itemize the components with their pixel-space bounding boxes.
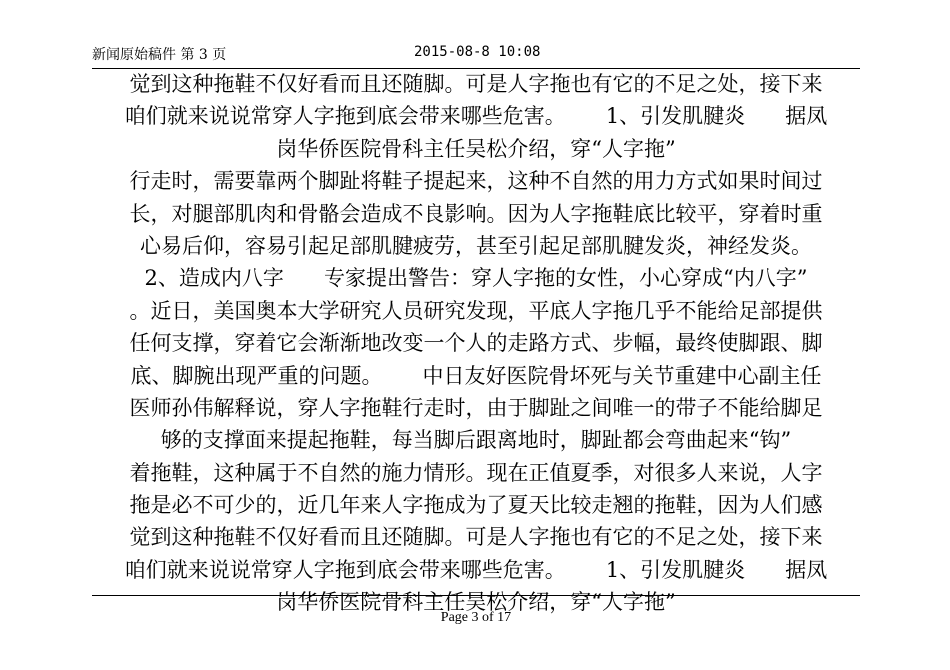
- document-body: [92, 68, 860, 619]
- text-line: 咱们就来说说常穿人字拖到底会带来哪些危害。 1、引发肌腱炎 据凤: [124, 557, 828, 582]
- text-line: 。近日，美国奥本大学研究人员研究发现，平底人字拖几乎不能给足部提供: [129, 298, 823, 323]
- page-number: Page 3 of 17: [440, 610, 512, 625]
- text-line: 行走时，需要靠两个脚趾将鞋子提起来，这种不自然的用力方式如果时间过: [129, 169, 823, 194]
- text-line: 觉到这种拖鞋不仅好看而且还随脚。可是人字拖也有它的不足之处，接下来: [129, 525, 823, 550]
- page-header: [92, 38, 860, 69]
- text-line: 拖是必不可少的，近几年来人字拖成为了夏天比较走翘的拖鞋，因为人们感: [129, 493, 823, 518]
- text-line: 觉到这种拖鞋不仅好看而且还随脚。可是人字拖也有它的不足之处，接下来: [129, 72, 823, 96]
- text-line: 2、造成内八字 专家提出警告：穿人字拖的女性，小心穿成“内八字”: [144, 266, 808, 291]
- text-line: 岗华侨医院骨科主任吴松介绍，穿“人字拖”: [276, 590, 676, 615]
- header-title: 新闻原始稿件 第 3 页: [92, 47, 227, 63]
- text-line: 医师孙伟解释说，穿人字拖鞋行走时，由于脚趾之间唯一的带子不能给脚足: [129, 395, 823, 420]
- text-line: 咱们就来说说常穿人字拖到底会带来哪些危害。 1、引发肌腱炎 据凤: [124, 104, 828, 129]
- text-line: 任何支撑，穿着它会渐渐地改变一个人的走路方式、步幅，最终使脚跟、脚: [129, 331, 823, 356]
- text-line: 长，对腿部肌肉和骨骼会造成不良影响。因为人字拖鞋底比较平，穿着时重: [129, 201, 823, 226]
- text-line: 底、脚腕出现严重的问题。 中日友好医院骨坏死与关节重建中心副主任: [130, 363, 822, 388]
- text-line: 着拖鞋，这种属于不自然的施力情形。现在正值夏季，对很多人来说，人字: [129, 460, 823, 485]
- text-line: 够的支撑面来提起拖鞋，每当脚后跟离地时，脚趾都会弯曲起来“钩”: [160, 428, 792, 453]
- text-line: 岗华侨医院骨科主任吴松介绍，穿“人字拖”: [276, 136, 676, 161]
- text-line: 心易后仰，容易引起足部肌腱疲劳，甚至引起足部肌腱发炎，神经发炎。: [140, 233, 812, 258]
- header-datetime: 2015-08-8 10:08: [414, 44, 541, 60]
